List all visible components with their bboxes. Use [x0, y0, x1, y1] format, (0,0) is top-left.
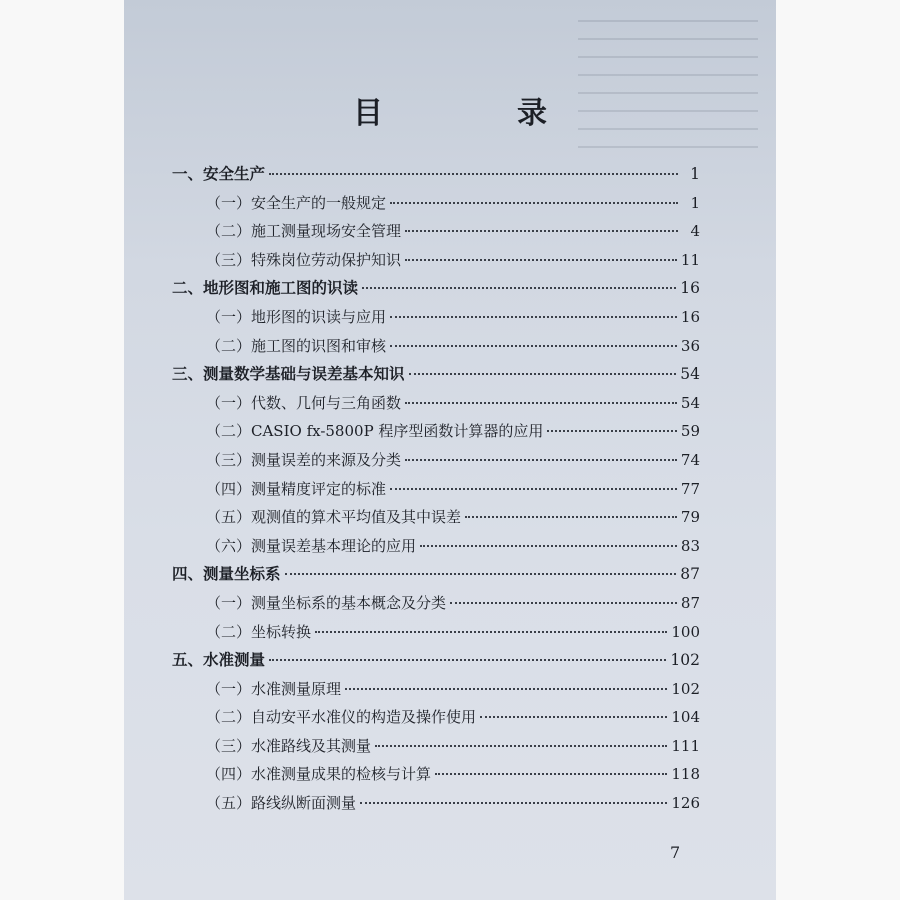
dot-leader [465, 515, 677, 518]
toc-entry-page: 102 [670, 651, 700, 670]
toc-entry-page: 16 [680, 307, 700, 326]
left-margin [0, 0, 124, 900]
dot-leader [345, 687, 667, 690]
dot-leader [390, 315, 677, 318]
toc-entry-page: 102 [671, 679, 700, 698]
dot-leader [285, 572, 677, 575]
toc-entry-title: （六）测量误差基本理论的应用 [206, 536, 417, 555]
toc-entry-page: 87 [680, 565, 700, 584]
toc-entry-title: 五、水准测量 [172, 650, 266, 670]
dot-leader [420, 544, 677, 547]
toc-chapter-entry [172, 646, 700, 675]
toc-entry-page: 11 [680, 250, 700, 269]
toc-entry-title: 三、测量数学基础与误差基本知识 [172, 364, 405, 384]
toc-entry-title: （四）测量精度评定的标准 [206, 479, 387, 498]
toc-section-entry [172, 618, 700, 647]
toc-entry-title: （五）路线纵断面测量 [206, 794, 357, 813]
toc-entry-title: （二）CASIO fx-5800P 程序型函数计算器的应用 [206, 422, 544, 441]
toc-entry-page: 104 [671, 708, 700, 727]
dot-leader [390, 201, 678, 204]
toc-entry-title: （五）观测值的算术平均值及其中误差 [206, 508, 462, 527]
toc-entry-title: （一）安全生产的一般规定 [206, 193, 387, 212]
dot-leader [435, 772, 667, 775]
toc-entry-title: （三）水准路线及其测量 [206, 736, 372, 755]
toc-entry-page: 118 [671, 765, 700, 784]
dot-leader [405, 258, 677, 261]
toc-entry-page: 100 [671, 622, 700, 641]
toc-section-entry [172, 217, 700, 246]
toc-section-entry [172, 332, 700, 361]
toc-entry-page: 54 [680, 393, 700, 412]
page-title: 目 录 [353, 96, 599, 131]
dot-leader [405, 458, 677, 461]
dot-leader [360, 801, 667, 804]
toc-entry-page: 126 [671, 794, 700, 813]
toc-section-entry [172, 675, 700, 704]
toc-entry-title: （一）水准测量原理 [206, 679, 342, 698]
dot-leader [375, 744, 667, 747]
toc-chapter-entry [172, 560, 700, 589]
toc-entry-title: （二）施工图的识图和审核 [206, 336, 387, 355]
toc-section-entry [172, 246, 700, 275]
dot-leader [409, 372, 677, 375]
toc-section-entry [172, 760, 700, 789]
toc-entry-page: 79 [680, 508, 700, 527]
toc-chapter-entry [172, 360, 700, 389]
dot-leader [390, 344, 677, 347]
toc-entry-title: （二）坐标转换 [206, 622, 312, 641]
toc-section-entry [172, 189, 700, 218]
dot-leader [269, 658, 666, 661]
toc-section-entry [172, 446, 700, 475]
toc-entry-page: 87 [680, 593, 700, 612]
toc-section-entry [172, 532, 700, 561]
dot-leader [450, 601, 677, 604]
toc-section-entry [172, 732, 700, 761]
toc-section-entry [172, 303, 700, 332]
toc-entry-title: 四、测量坐标系 [172, 564, 281, 584]
dot-leader [390, 487, 677, 490]
right-margin [776, 0, 900, 900]
toc-entry-page: 36 [680, 336, 700, 355]
page-number: 7 [670, 843, 681, 862]
toc-entry-page: 83 [680, 536, 700, 555]
toc-entry-title: （一）代数、几何与三角函数 [206, 393, 402, 412]
toc-section-entry [172, 475, 700, 504]
toc-entry-title: （二）施工测量现场安全管理 [206, 222, 402, 241]
toc-entry-page: 74 [680, 450, 700, 469]
toc-entry-page: 54 [680, 365, 700, 384]
toc-entry-title: 一、安全生产 [172, 164, 266, 183]
toc-section-entry [172, 417, 700, 446]
toc-entry-page: 59 [680, 422, 700, 441]
toc-entry-page: 4 [690, 222, 700, 241]
toc-entry-title: （二）自动安平水准仪的构造及操作使用 [206, 708, 477, 727]
toc-chapter-entry [172, 274, 700, 303]
toc-entry-page: 111 [671, 736, 700, 755]
toc-entry-title: （一）地形图的识读与应用 [206, 307, 387, 326]
table-of-contents [172, 160, 700, 818]
dot-leader [405, 401, 677, 404]
dot-leader [480, 715, 667, 718]
toc-section-entry [172, 703, 700, 732]
book-page [124, 0, 776, 900]
toc-section-entry [172, 503, 700, 532]
dot-leader [405, 229, 678, 232]
dot-leader [315, 630, 667, 633]
dot-leader [547, 429, 676, 432]
toc-entry-page: 1 [690, 193, 700, 212]
toc-entry-page: 1 [690, 165, 700, 183]
toc-entry-page: 77 [680, 479, 700, 498]
toc-entry-title: （三）特殊岗位劳动保护知识 [206, 250, 402, 269]
dot-leader [362, 286, 676, 289]
toc-entry-title: （一）测量坐标系的基本概念及分类 [206, 593, 447, 612]
toc-entry-title: 二、地形图和施工图的识读 [172, 278, 359, 298]
toc-entry-title: （三）测量误差的来源及分类 [206, 450, 402, 469]
toc-entry-page: 16 [680, 279, 700, 298]
toc-section-entry [172, 789, 700, 818]
toc-section-entry [172, 589, 700, 618]
toc-entry-title: （四）水准测量成果的检核与计算 [206, 765, 432, 784]
toc-section-entry [172, 389, 700, 418]
toc-chapter-entry [172, 160, 700, 189]
dot-leader [269, 172, 678, 175]
